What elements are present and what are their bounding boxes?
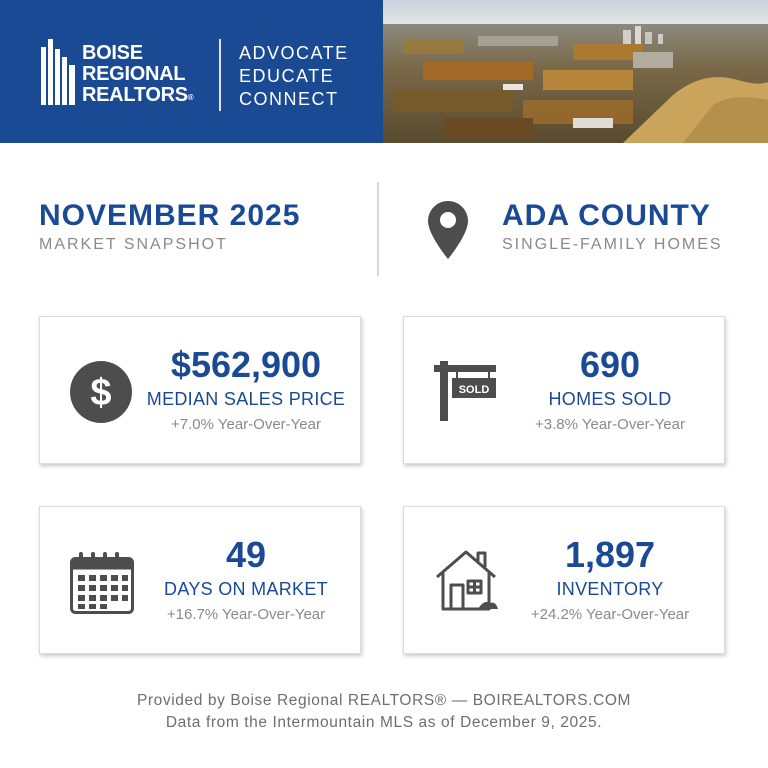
stat-change: +24.2% Year-Over-Year: [530, 605, 690, 623]
region-subtitle: SINGLE-FAMILY HOMES: [502, 236, 723, 253]
stat-text: [150, 507, 342, 653]
stat-text: [514, 507, 706, 653]
stat-card-days-on-market: [39, 506, 361, 654]
stat-value: 49: [225, 533, 267, 575]
header-divider: [219, 39, 221, 111]
tagline-line-1: ADVOCATE: [239, 43, 349, 63]
region-block: [502, 198, 723, 254]
period-block: [39, 198, 300, 254]
logo-line-2: REGIONAL: [82, 63, 186, 85]
stat-label: HOMES SOLD: [548, 388, 672, 409]
tagline-line-2: EDUCATE: [239, 66, 335, 86]
logo-line-3: REALTORS®: [82, 84, 194, 106]
stat-value: $562,900: [170, 343, 322, 385]
stat-label: DAYS ON MARKET: [164, 578, 328, 599]
header-brand-panel: [0, 0, 383, 143]
house-icon: [434, 547, 498, 611]
sold-sign-text: SOLD: [458, 384, 490, 396]
tagline: [239, 42, 349, 111]
map-pin-icon: [428, 201, 468, 259]
stat-value: 1,897: [564, 533, 656, 575]
stat-card-homes-sold: [403, 316, 725, 464]
stat-text: [146, 317, 346, 463]
stat-change: +16.7% Year-Over-Year: [166, 605, 326, 623]
stat-card-median-price: [39, 316, 361, 464]
tagline-line-3: CONNECT: [239, 89, 339, 109]
sold-sign-icon: [434, 357, 500, 421]
footer: [0, 690, 768, 734]
stat-label: MEDIAN SALES PRICE: [146, 388, 346, 409]
svg-text:$: $: [90, 372, 112, 414]
stat-label: INVENTORY: [556, 578, 664, 599]
logo-wordmark: [82, 43, 193, 106]
region-title: ADA COUNTY: [502, 199, 711, 232]
logo-bars-icon: [41, 39, 77, 105]
logo-line-1: BOISE: [82, 42, 143, 64]
stat-text: [514, 317, 706, 463]
period-title: NOVEMBER 2025: [39, 199, 301, 232]
calendar-icon: [70, 552, 134, 614]
period-subtitle: MARKET SNAPSHOT: [39, 236, 228, 253]
stat-change: +3.8% Year-Over-Year: [535, 415, 685, 433]
stat-card-inventory: [403, 506, 725, 654]
stat-value: 690: [579, 343, 641, 385]
title-divider: [377, 182, 379, 276]
city-aerial-photo: [383, 0, 768, 143]
registered-mark: ®: [187, 93, 194, 102]
dollar-icon: [70, 361, 132, 423]
footer-data-source-line: Data from the Intermountain MLS as of December 9, 2025.: [165, 714, 603, 731]
footer-provider-line: Provided by Boise Regional REALTORS® — BOIREALTORS.COM: [136, 692, 632, 709]
stat-change: +7.0% Year-Over-Year: [171, 415, 321, 433]
